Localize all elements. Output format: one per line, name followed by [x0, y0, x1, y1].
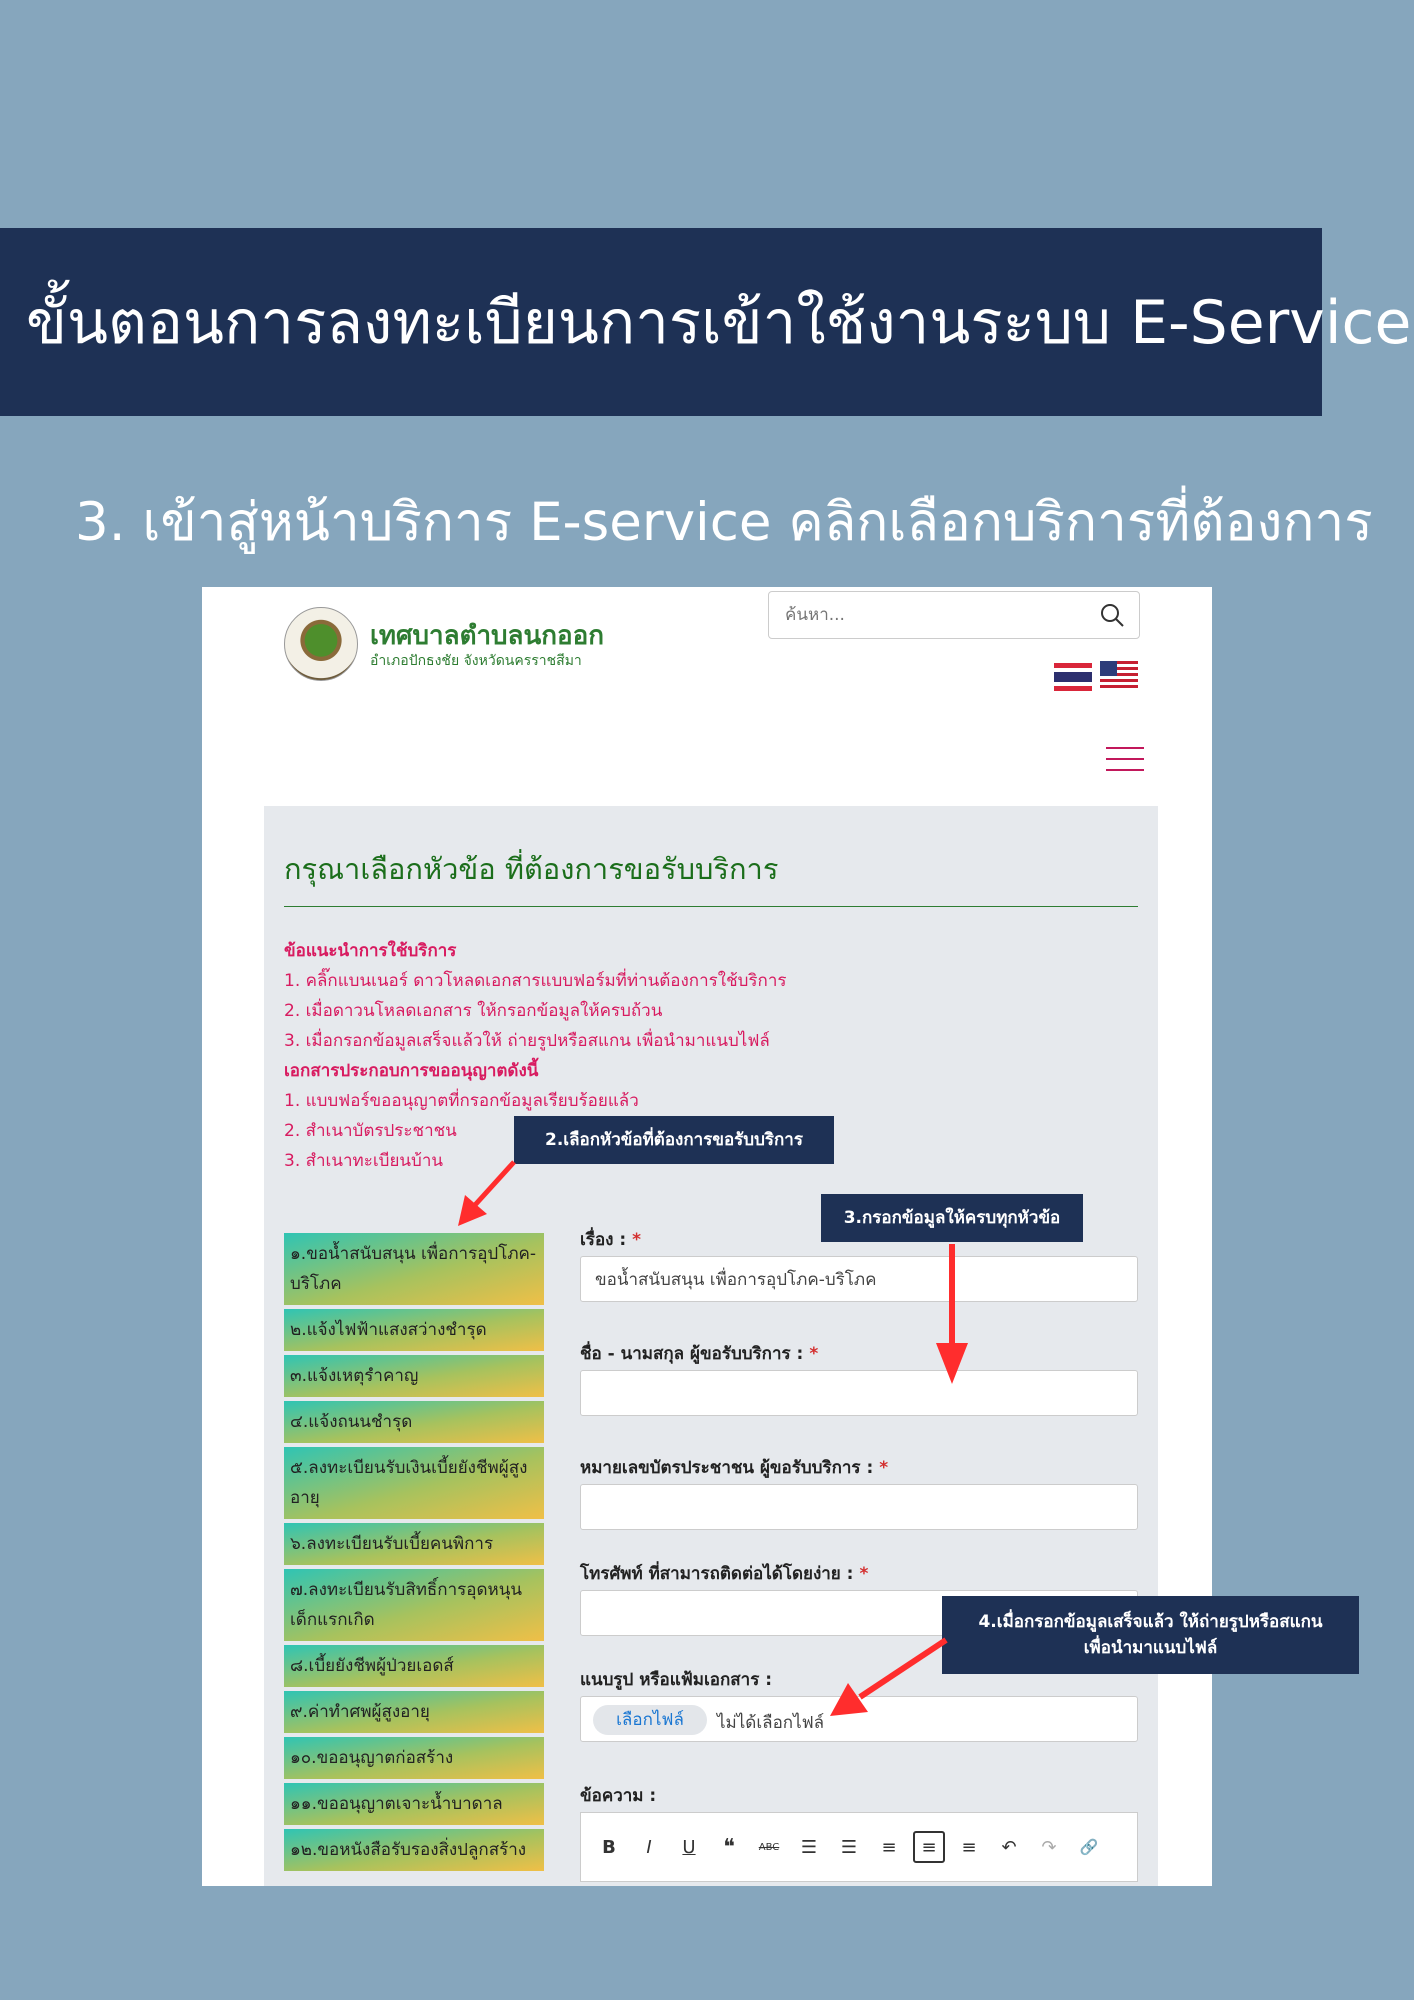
search-box[interactable] [768, 591, 1140, 639]
menu-item-newborn-subsidy[interactable]: ๗.ลงทะเบียนรับสิทธิ์การอุดหนุนเด็กแรกเกิด [284, 1569, 544, 1641]
document-line: 3. สำเนาทะเบียนบ้าน [284, 1151, 444, 1171]
id-number-label: หมายเลขบัตรประชาชน ผู้ขอรับบริการ : * [580, 1458, 889, 1478]
fullname-field[interactable] [580, 1370, 1138, 1416]
menu-item-nuisance[interactable]: ๓.แจ้งเหตุรำคาญ [284, 1355, 544, 1397]
advice-line: 1. คลิ๊กแบนเนอร์ ดาวโหลดเอกสารแบบฟอร์มที่ท่านต้องการใช้บริการ [284, 971, 787, 991]
municipality-logo[interactable] [284, 607, 358, 681]
advice-heading: ข้อแนะนำการใช้บริการ [284, 941, 457, 961]
align-right-icon[interactable]: ≡ [961, 1836, 977, 1858]
hamburger-menu-icon[interactable] [1106, 747, 1144, 773]
subject-field[interactable] [580, 1256, 1138, 1302]
menu-item-elderly-allowance[interactable]: ๕.ลงทะเบียนรับเงินเบี้ยยังชีพผู้สูงอายุ [284, 1447, 544, 1519]
undo-icon[interactable]: ↶ [1001, 1836, 1017, 1858]
menu-item-building-certificate[interactable]: ๑๒.ขอหนังสือรับรองสิ่งปลูกสร้าง [284, 1829, 544, 1871]
org-name[interactable]: เทศบาลตำบลนกออก [370, 621, 604, 651]
org-subtitle: อำเภอปักธงชัย จังหวัดนครราชสีมา [370, 653, 582, 669]
callout-attach-file [942, 1596, 1359, 1674]
thai-flag-icon[interactable] [1054, 663, 1092, 691]
search-input[interactable] [783, 604, 1087, 626]
blockquote-icon[interactable]: ❝ [723, 1834, 735, 1860]
redo-icon[interactable]: ↷ [1041, 1836, 1057, 1858]
menu-item-disability-allowance[interactable]: ๖.ลงทะเบียนรับเบี้ยคนพิการ [284, 1523, 544, 1565]
link-icon[interactable]: 🔗 [1079, 1838, 1099, 1856]
advice-line: 3. เมื่อกรอกข้อมูลเสร็จแล้วให้ ถ่ายรูปหรือสแกน เพื่อนำมาแนบไฟล์ [284, 1031, 770, 1051]
service-panel [264, 806, 1158, 1886]
panel-title: กรุณาเลือกหัวข้อ ที่ต้องการขอรับบริการ [284, 846, 1138, 907]
step-heading: 3. เข้าสู่หน้าบริการ E-service คลิกเลือกบริการที่ต้องการ [75, 492, 1373, 553]
subject-label: เรื่อง : * [580, 1230, 642, 1250]
choose-file-button[interactable]: เลือกไฟล์ [593, 1705, 707, 1735]
attachment-label: แนบรูป หรือแฟ้มเอกสาร : [580, 1670, 773, 1690]
italic-icon[interactable]: I [646, 1836, 652, 1858]
callout-select-topic: 2.เลือกหัวข้อที่ต้องการขอรับบริการ [514, 1116, 834, 1164]
documents-heading: เอกสารประกอบการขออนุญาตดังนี้ [284, 1061, 539, 1081]
file-status: ไม่ได้เลือกไฟล์ [717, 1713, 825, 1733]
callout-attach-line-1: 4.เมื่อกรอกข้อมูลเสร็จแล้ว ให้ถ่ายรูปหรือสแกน [978, 1612, 1323, 1632]
bold-icon[interactable]: B [602, 1836, 616, 1858]
title-banner [0, 228, 1412, 416]
align-left-icon[interactable]: ≡ [881, 1836, 897, 1858]
menu-item-building-permit[interactable]: ๑๐.ขออนุญาตก่อสร้าง [284, 1737, 544, 1779]
callout-fill-all-fields: 3.กรอกข้อมูลให้ครบทุกหัวข้อ [821, 1194, 1083, 1242]
menu-item-funeral-cost[interactable]: ๙.ค่าทำศพผู้สูงอายุ [284, 1691, 544, 1733]
bulleted-list-icon[interactable]: ☰ [800, 1836, 818, 1858]
menu-item-groundwater-permit[interactable]: ๑๑.ขออนุญาตเจาะน้ำบาดาล [284, 1783, 544, 1825]
advice-line: 2. เมื่อดาวนโหลดเอกสาร ให้กรอกข้อมูลให้ครบถ้วน [284, 1001, 663, 1021]
menu-item-water-support[interactable]: ๑.ขอน้ำสนับสนุน เพื่อการอุปโภค-บริโภค [284, 1233, 544, 1305]
strikethrough-icon[interactable]: ABC [758, 1841, 780, 1853]
document-line: 2. สำเนาบัตรประชาชน [284, 1121, 457, 1141]
callout-attach-line-2: เพื่อนำมาแนบไฟล์ [1083, 1638, 1218, 1658]
message-label: ข้อความ : [580, 1786, 657, 1806]
menu-item-road-damage[interactable]: ๔.แจ้งถนนชำรุด [284, 1401, 544, 1443]
underline-icon[interactable]: U [682, 1836, 696, 1858]
align-center-icon[interactable]: ≡ [913, 1831, 945, 1863]
id-number-field[interactable] [580, 1484, 1138, 1530]
fullname-label: ชื่อ - นามสกุล ผู้ขอรับบริการ : * [580, 1344, 819, 1364]
service-menu [284, 1233, 544, 1875]
us-flag-icon[interactable] [1100, 661, 1138, 691]
numbered-list-icon[interactable]: ☰ [840, 1836, 858, 1858]
editor-toolbar [580, 1812, 1138, 1882]
document-line: 1. แบบฟอร์ขออนุญาตที่กรอกข้อมูลเรียบร้อยแล้ว [284, 1091, 639, 1111]
menu-item-aids-allowance[interactable]: ๘.เบี้ยยังชีพผู้ป่วยเอดส์ [284, 1645, 544, 1687]
phone-label: โทรศัพท์ ที่สามารถติดต่อได้โดยง่าย : * [580, 1564, 869, 1584]
menu-item-streetlight[interactable]: ๒.แจ้งไฟฟ้าแสงสว่างชำรุด [284, 1309, 544, 1351]
banner-title: ขั้นตอนการลงทะเบียนการเข้าใช้งานระบบ E-Service [26, 287, 1412, 358]
search-icon[interactable] [1099, 602, 1125, 628]
attachment-field [580, 1696, 1138, 1742]
